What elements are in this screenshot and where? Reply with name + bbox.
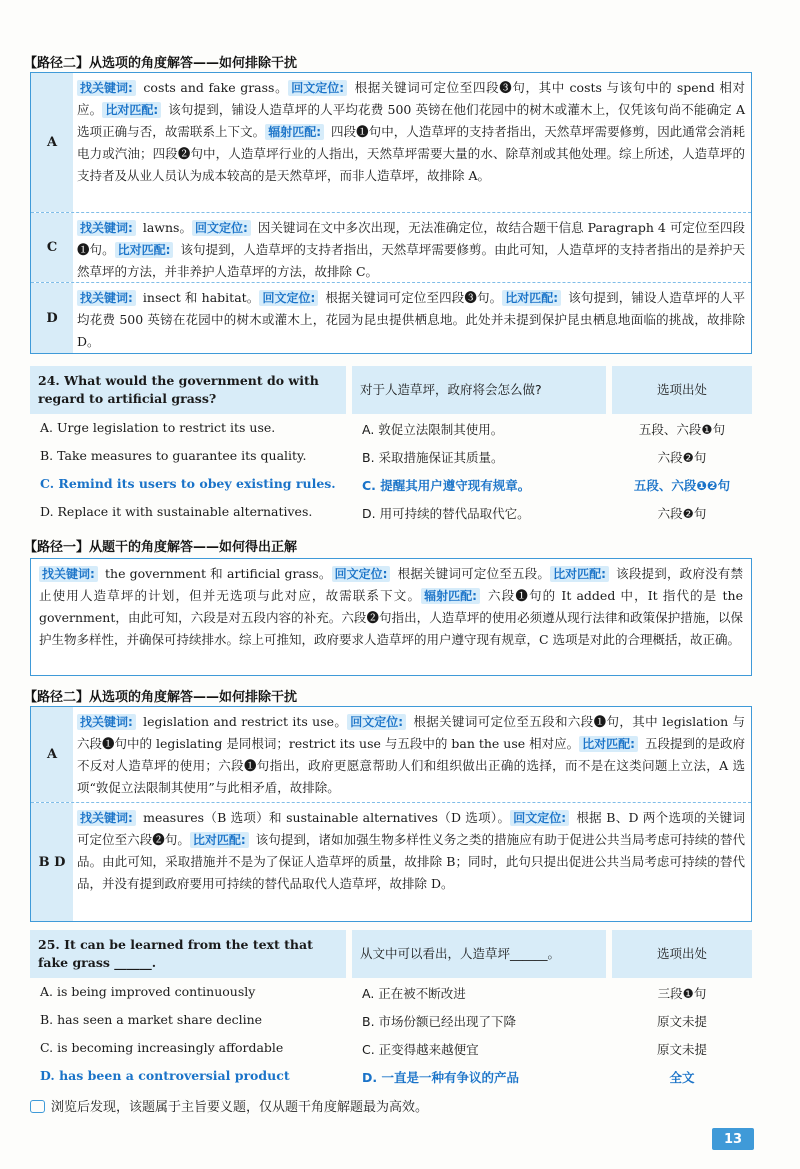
option-source: 六段❷句 bbox=[657, 506, 707, 521]
keyword-tag: 比对匹配: bbox=[115, 242, 174, 258]
option-row bbox=[30, 1034, 752, 1062]
option-cn: C. 提醒其用户遵守现有规章。 bbox=[362, 478, 531, 493]
analysis-text: 找关键词: insect 和 habitat。 回文定位: 根据关键词可定位至四段❸句。 比对匹配: 该句提到，铺设人造草坪的人平均花费 500 英镑在花园中的树木或灌木上，花园为昆虫提供栖息地。此处并未提到保护昆虫栖息地面临的挑战，故排除 D。 bbox=[77, 290, 745, 349]
option-row-correct bbox=[30, 470, 752, 498]
option-row bbox=[30, 978, 752, 1006]
analysis-row-d bbox=[31, 283, 751, 353]
keyword-tag: 回文定位: bbox=[347, 714, 406, 730]
section2-box bbox=[30, 558, 752, 676]
keyword-tag: 找关键词: bbox=[77, 220, 136, 236]
option-en: C. is becoming increasingly affordable bbox=[40, 1040, 284, 1055]
keyword-tag: 回文定位: bbox=[332, 566, 391, 582]
question-header bbox=[30, 930, 752, 978]
keyword-tag: 回文定位: bbox=[510, 810, 569, 826]
keyword-tag: 回文定位: bbox=[192, 220, 251, 236]
option-source: 原文未提 bbox=[656, 1042, 707, 1057]
keyword-tag: 比对匹配: bbox=[579, 736, 638, 752]
analysis-text: 找关键词: the government 和 artificial grass。 回文定位: 根据关键词可定位至五段。 比对匹配: 该段提到，政府没有禁止使用人造草坪的计划，但并无选项与此对应，故需联系下文。 辐射匹配: 六段❶句的 It added 中，It 指代的是 the government，由此可知，六段是对五段内容的补充。六段❷句指出，人造草坪的使用必须遵从现行法律和政策保护措施，以保护生物多样性，并确保可持续排水。综上可推知，政府要求人造草坪的用户遵守现有规章，C 选项是对此的合理概括，故正确。 bbox=[39, 566, 743, 647]
option-cn: B. 采取措施保证其质量。 bbox=[362, 450, 504, 465]
option-en: C. Remind its users to obey existing rules. bbox=[40, 476, 336, 491]
keyword-tag: 辐射匹配: bbox=[421, 588, 480, 604]
keyword-tag: 找关键词: bbox=[39, 566, 98, 582]
keyword-tag: 比对匹配: bbox=[502, 290, 561, 306]
option-cn: B. 市场份额已经出现了下降 bbox=[362, 1014, 517, 1029]
option-letter: C bbox=[31, 213, 73, 282]
keyword-tag: 辐射匹配: bbox=[265, 124, 324, 140]
question-header bbox=[30, 366, 752, 414]
option-row bbox=[30, 1006, 752, 1034]
option-source: 五段、六段❶句 bbox=[638, 422, 726, 437]
option-cn: A. 敦促立法限制其使用。 bbox=[362, 422, 504, 437]
option-en: A. Urge legislation to restrict its use. bbox=[40, 420, 276, 435]
page-number: 13 bbox=[712, 1128, 754, 1150]
option-source: 三段❶句 bbox=[657, 986, 707, 1001]
section3-heading: 【路径二】从选项的角度解答——如何排除干扰 bbox=[24, 690, 298, 705]
option-row bbox=[30, 498, 752, 526]
option-source: 全文 bbox=[669, 1070, 695, 1085]
tip-note bbox=[30, 1096, 428, 1115]
keyword-tag: 找关键词: bbox=[77, 80, 136, 96]
question-25 bbox=[30, 930, 752, 1090]
option-en: D. has been a controversial product bbox=[40, 1068, 290, 1083]
option-letter: D bbox=[31, 283, 73, 353]
option-en: B. has seen a market share decline bbox=[40, 1012, 263, 1027]
analysis-text: 找关键词: legislation and restrict its use。 回文定位: 根据关键词可定位至五段和六段❶句，其中 legislation 与六段❶句中的 legislating 是同根词；restrict its use 与五段中的 ban the use 相对应。 比对匹配: 五段提到的是政府不反对人造草坪的使用；六段❶句指出，政府更愿意帮助人们和组织做出正确的选择，而不是在这类问题上立法，A 选项“敦促立法限制其使用”与此相矛盾，故排除。 bbox=[77, 714, 745, 795]
keyword-tag: 找关键词: bbox=[77, 810, 136, 826]
option-source: 五段、六段❶❷句 bbox=[633, 478, 731, 493]
section1-heading: 【路径二】从选项的角度解答——如何排除干扰 bbox=[24, 56, 298, 71]
section1-box bbox=[30, 72, 752, 354]
keyword-tag: 比对匹配: bbox=[190, 832, 249, 848]
option-source: 六段❷句 bbox=[657, 450, 707, 465]
section2-heading: 【路径一】从题干的角度解答——如何得出正解 bbox=[24, 540, 298, 555]
option-letter: A bbox=[31, 707, 73, 802]
option-en: A. is being improved continuously bbox=[40, 984, 256, 999]
question-24 bbox=[30, 366, 752, 526]
option-row bbox=[30, 442, 752, 470]
analysis-row bbox=[31, 559, 751, 674]
analysis-row-c bbox=[31, 213, 751, 283]
analysis-text: 找关键词: costs and fake grass。 回文定位: 根据关键词可定位至四段❸句，其中 costs 与该句中的 spend 相对应。 比对匹配: 该句提到，铺设人造草坪的人平均花费 500 英镑在他们花园中的树木或灌木上，仅凭该句尚不能确定 A 选项正确与否，故需联系上下文。 辐射匹配: 四段❶句中，人造草坪的支持者指出，天然草坪需要修剪，因此通常会消耗电力或汽油；四段❷句中，人造草坪行业的人指出，天然草坪需要大量的水、除草剂或其他处理。综上所述，人造草坪的支持者及从业人员认为成本较高的是天然草坪，而非人造草坪，故排除 A。 bbox=[77, 80, 745, 183]
option-en: B. Take measures to guarantee its quality. bbox=[40, 448, 307, 463]
source-header: 选项出处 bbox=[612, 366, 752, 414]
tip-text: 浏览后发现，该题属于主旨要义题，仅从题干角度解题最为高效。 bbox=[51, 1100, 429, 1115]
question-text: 24. What would the government do with regard to artificial grass? bbox=[30, 366, 346, 414]
option-en: D. Replace it with sustainable alternatives. bbox=[40, 504, 313, 519]
option-cn: D. 用可持续的替代品取代它。 bbox=[362, 506, 530, 521]
analysis-text: 找关键词: measures（B 选项）和 sustainable alternatives（D 选项）。 回文定位: 根据 B、D 两个选项的关键词可定位至六段❷句。 比对匹配: 该句提到，诸如加强生物多样性义务之类的措施应有助于促进公共当局考虑可持续的替代品。由此可知，采取措施并不是为了保证人造草坪的质量，故排除 B；同时，此句只提出促进公共当局考虑可持续的替代品，并没有提到政府要用可持续的替代品取代人造草坪，故排除 D。 bbox=[77, 810, 745, 891]
keyword-tag: 找关键词: bbox=[77, 714, 136, 730]
keyword-tag: 回文定位: bbox=[288, 80, 347, 96]
note-icon bbox=[30, 1100, 45, 1113]
option-source: 原文未提 bbox=[656, 1014, 707, 1029]
analysis-text: 找关键词: lawns。 回文定位: 因关键词在文中多次出现，无法准确定位，故结合题干信息 Paragraph 4 可定位至四段❶句。 比对匹配: 该句提到，人造草坪的支持者指出，天然草坪需要修剪。由此可知，人造草坪的支持者指出的是养护天然草坪的方法，并非养护人造草坪的方法，故排除 C。 bbox=[77, 220, 745, 279]
question-text-cn: 从文中可以看出，人造草坪______。 bbox=[352, 930, 606, 978]
option-letter: A bbox=[31, 73, 73, 212]
option-cn: D. 一直是一种有争议的产品 bbox=[362, 1070, 519, 1085]
option-row-correct bbox=[30, 1062, 752, 1090]
question-text-cn: 对于人造草坪，政府将会怎么做? bbox=[352, 366, 606, 414]
keyword-tag: 比对匹配: bbox=[550, 566, 609, 582]
analysis-row-a bbox=[31, 73, 751, 213]
source-header: 选项出处 bbox=[612, 930, 752, 978]
option-row bbox=[30, 414, 752, 442]
section3-box bbox=[30, 706, 752, 922]
keyword-tag: 回文定位: bbox=[259, 290, 318, 306]
option-cn: A. 正在被不断改进 bbox=[362, 986, 466, 1001]
question-text: 25. It can be learned from the text that fake grass ______. bbox=[30, 930, 346, 978]
analysis-row-bd bbox=[31, 803, 751, 921]
analysis-row-a bbox=[31, 707, 751, 803]
keyword-tag: 找关键词: bbox=[77, 290, 136, 306]
option-cn: C. 正变得越来越便宜 bbox=[362, 1042, 479, 1057]
keyword-tag: 比对匹配: bbox=[102, 102, 161, 118]
option-letter: B D bbox=[31, 803, 73, 921]
